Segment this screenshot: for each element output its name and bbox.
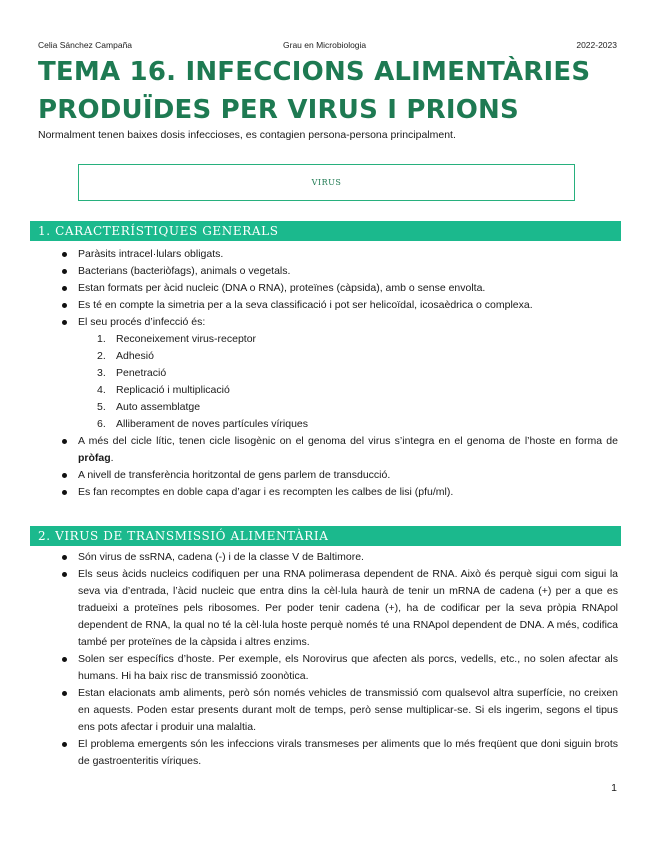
step-item: 3. Penetració: [97, 367, 167, 379]
list-item: Estan elacionats amb aliments, però són només vehicles de transmissió com qualsevol altra superfície, no creixen en aquests. Poden estar presents durant molt de temps, però sense multiplicar-se. Si els ingerim, segons el tipus ens pots afectar i produir una malaltia.: [60, 685, 618, 736]
list-item: Es té en compte la simetria per a la seva classificació i pot ser helicoïdal, icosaèdrica o complexa.: [60, 297, 618, 314]
intro-text: Normalment tenen baixes dosis infeccioses, es contagien persona-persona principalment.: [38, 129, 456, 141]
list-item: Paràsits intracel·lulars obligats.: [60, 246, 618, 263]
step-item: 2. Adhesió: [97, 350, 154, 362]
infection-steps: [78, 331, 618, 433]
virus-box-label: VIRUS: [311, 178, 342, 187]
header-degree: Grau en Microbiologia: [283, 40, 367, 50]
profag-term: pròfag: [78, 452, 111, 464]
list-item: Es fan recomptes en doble capa d’agar i es recompten les calbes de lisi (pfu/ml).: [60, 484, 618, 501]
header-year: 2022-2023: [576, 40, 617, 50]
section-1-heading: 1. CARACTERÍSTIQUES GENERALS: [30, 221, 621, 241]
page-header: [38, 40, 617, 54]
list-item: Bacterians (bacteriòfags), animals o vegetals.: [60, 263, 618, 280]
step-item: 4. Replicació i multiplicació: [97, 384, 230, 396]
list-item: Solen ser específics d’hoste. Per exemple, els Norovirus que afecten als porcs, vedells, etc., no solen afectar als humans. Hi ha baix risc de transmissió zoonòtica.: [60, 651, 618, 685]
list-item: [60, 314, 618, 433]
list-item: Estan formats per àcid nucleic (DNA o RNA), proteïnes (càpsida), amb o sense envolta.: [60, 280, 618, 297]
page-number: 1: [611, 782, 617, 794]
section-1-list: [60, 246, 618, 501]
list-item: Els seus àcids nucleics codifiquen per una RNA polimerasa dependent de RNA. Això és perquè sigui com sigui la seva via d’entrada, l’àcid nucleic que entra dins la cèl·lula haurà de tenir un mRNA de cadena (+) per a que es tradueixi a proteïnes pels ribosomes. Per poder tenir cadena (+), ha de codificar per la seva pròpia RNApol dependent de RNA, la qual no té la cèl·lula hoste perquè només té una RNApol dependent de DNA. A més, codifica també per proteïnes de la càpsida i altres enzims.: [60, 566, 618, 651]
title-line-2: PRODUÏDES PER VIRUS I PRIONS: [38, 95, 519, 125]
title-line-1: TEMA 16. INFECCIONS ALIMENTÀRIES: [38, 57, 591, 87]
header-author: Celia Sánchez Campaña: [38, 40, 133, 50]
section-2-list: [60, 549, 618, 770]
step-item: 5. Auto assemblatge: [97, 401, 201, 413]
list-item: Són virus de ssRNA, cadena (-) i de la classe V de Baltimore.: [60, 549, 618, 566]
step-item: 6. Alliberament de noves partícules víriques: [97, 418, 309, 430]
list-item: El problema emergents són les infeccions virals transmeses per aliments que lo més freqüent que doni siguin brots de gastroenteritis víriques.: [60, 736, 618, 770]
virus-box: [78, 164, 575, 201]
list-item: A més del cicle lític, tenen cicle lisogènic on el genoma del virus s’integra en el genoma de l’hoste en forma de pròfag.: [60, 433, 618, 467]
step-item: 1. Reconeixement virus-receptor: [97, 333, 257, 345]
list-item: A nivell de transferència horitzontal de gens parlem de transducció.: [60, 467, 618, 484]
page-title: [38, 53, 628, 129]
section-2-heading: 2. VIRUS DE TRANSMISSIÓ ALIMENTÀRIA: [30, 526, 621, 546]
infection-process-label: El seu procés d’infecció és:: [78, 316, 206, 328]
